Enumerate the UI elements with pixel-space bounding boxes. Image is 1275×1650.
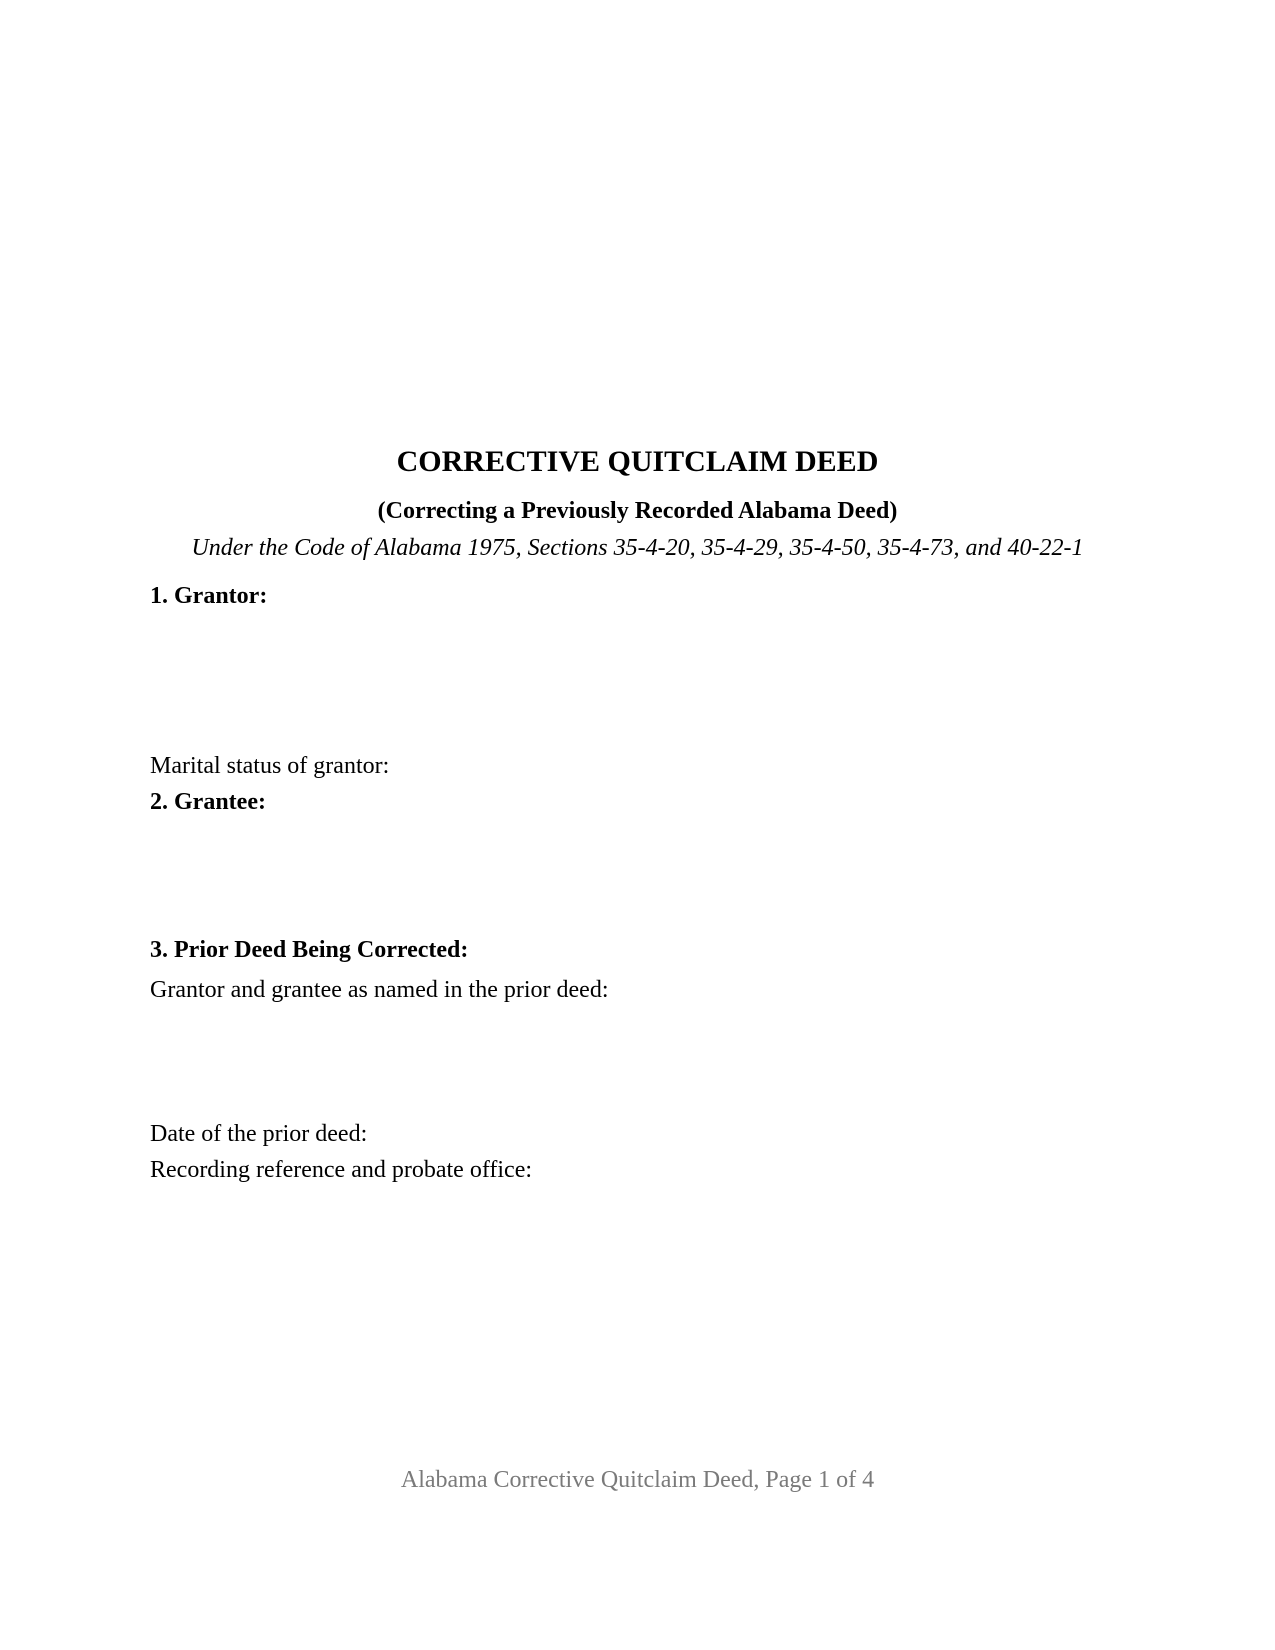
- page-footer: Alabama Corrective Quitclaim Deed, Page 1 of 4: [400, 1467, 875, 1493]
- prior-deed-date-label: Date of the prior deed:: [150, 1121, 368, 1147]
- prior-deed-heading: 3. Prior Deed Being Corrected:: [150, 937, 469, 963]
- grantee-heading: 2. Grantee:: [150, 789, 266, 815]
- prior-deed-parties-label: Grantor and grantee as named in the prior deed:: [150, 977, 609, 1003]
- document-subtitle: (Correcting a Previously Recorded Alabama Deed): [377, 498, 898, 524]
- document-title: CORRECTIVE QUITCLAIM DEED: [396, 445, 879, 478]
- recording-reference-label: Recording reference and probate office:: [150, 1157, 533, 1183]
- grantor-heading: 1. Grantor:: [150, 583, 268, 609]
- statute-reference: Under the Code of Alabama 1975, Sections 35-4-20, 35-4-29, 35-4-50, 35-4-73, and 40-22-1: [191, 535, 1084, 561]
- marital-status-label: Marital status of grantor:: [150, 753, 390, 779]
